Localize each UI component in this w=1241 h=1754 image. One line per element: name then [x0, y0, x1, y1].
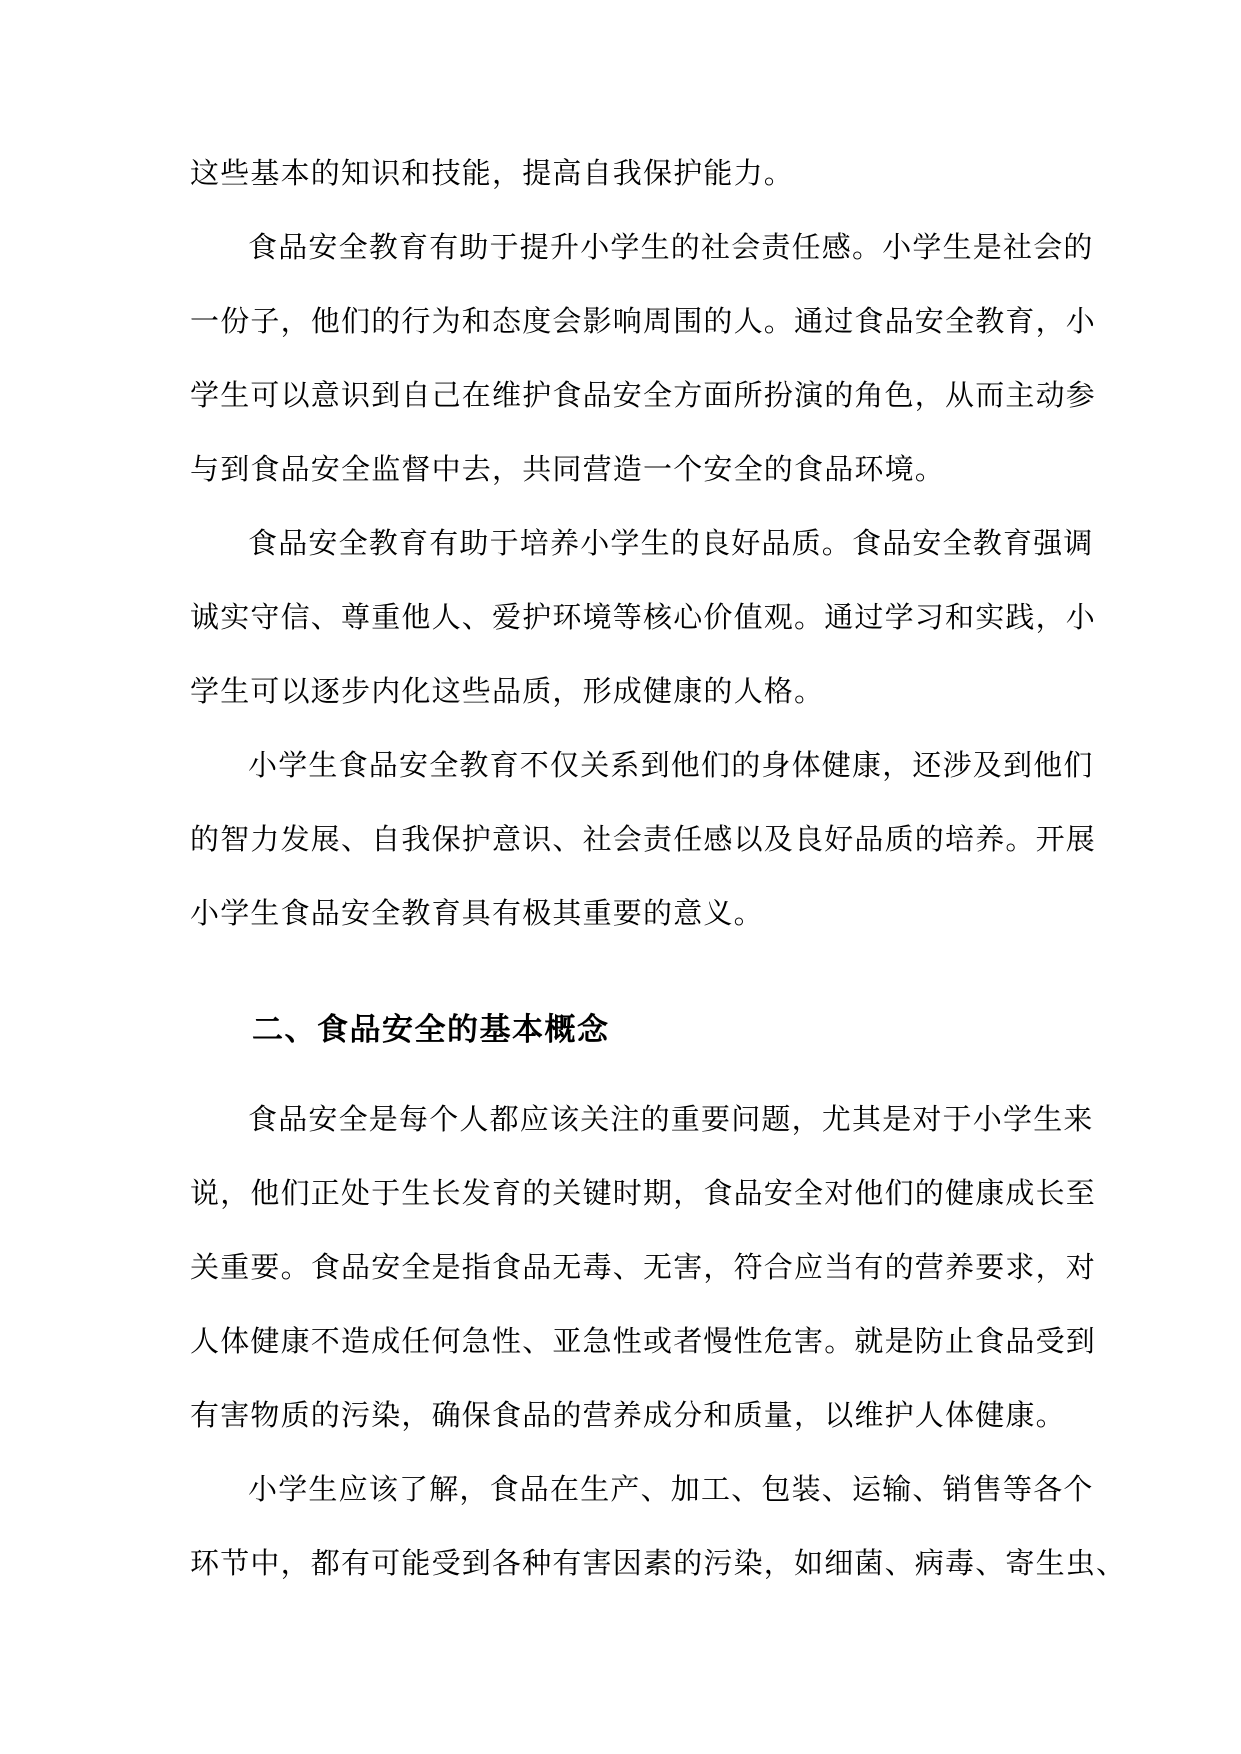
text-line: 一份子，他们的行为和态度会影响周围的人。通过食品安全教育，小	[190, 304, 1097, 338]
text-line: 小学生食品安全教育不仅关系到他们的身体健康，还涉及到他们	[248, 748, 1094, 782]
text-line: 食品安全教育有助于提升小学生的社会责任感。小学生是社会的	[248, 230, 1094, 264]
text-line: 这些基本的知识和技能，提高自我保护能力。	[190, 156, 795, 190]
text-line: 食品安全教育有助于培养小学生的良好品质。食品安全教育强调	[248, 526, 1094, 560]
text-line: 学生可以意识到自己在维护食品安全方面所扮演的角色，从而主动参	[190, 378, 1097, 412]
text-line: 小学生食品安全教育具有极其重要的意义。	[190, 896, 764, 930]
paragraph-contamination-sources	[190, 1452, 1127, 1600]
text-line: 食品安全是每个人都应该关注的重要问题，尤其是对于小学生来	[248, 1102, 1094, 1136]
text-line: 的智力发展、自我保护意识、社会责任感以及良好品质的培养。开展	[190, 822, 1097, 856]
text-line: 人体健康不造成任何急性、亚急性或者慢性危害。就是防止食品受到	[190, 1324, 1097, 1358]
paragraph-food-safety-definition	[190, 1082, 1097, 1452]
text-line: 有害物质的污染，确保食品的营养成分和质量，以维护人体健康。	[190, 1398, 1066, 1432]
text-line: 与到食品安全监督中去，共同营造一个安全的食品环境。	[190, 452, 946, 486]
text-line: 小学生应该了解，食品在生产、加工、包装、运输、销售等各个	[248, 1472, 1094, 1506]
paragraph-summary	[190, 728, 1097, 950]
text-line: 环节中，都有可能受到各种有害因素的污染，如细菌、病毒、寄生虫、	[190, 1546, 1127, 1580]
text-line: 诚实守信、尊重他人、爱护环境等核心价值观。通过学习和实践，小	[190, 600, 1097, 634]
paragraph-social-responsibility	[190, 210, 1097, 506]
text-line: 学生可以逐步内化这些品质，形成健康的人格。	[190, 674, 825, 708]
section-heading: 二、食品安全的基本概念	[252, 1012, 610, 1048]
paragraph-continuation	[190, 136, 1070, 210]
text-line: 关重要。食品安全是指食品无毒、无害，符合应当有的营养要求，对	[190, 1250, 1097, 1284]
text-line: 说，他们正处于生长发育的关键时期，食品安全对他们的健康成长至	[190, 1176, 1097, 1210]
paragraph-good-qualities	[190, 506, 1097, 728]
